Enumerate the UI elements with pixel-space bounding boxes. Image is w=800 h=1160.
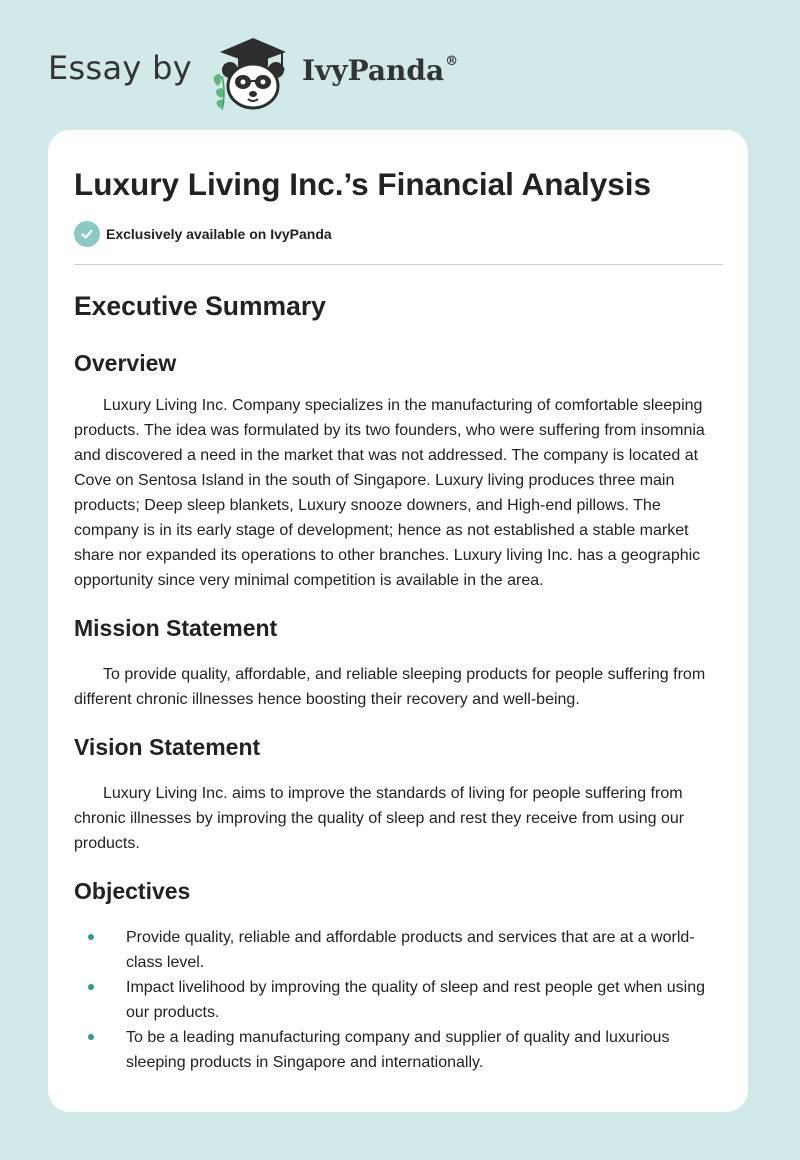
objectives-heading: Objectives (74, 878, 191, 904)
bullet-icon (88, 1034, 94, 1040)
list-item (74, 1025, 724, 1075)
mission-heading: Mission Statement (74, 615, 278, 641)
brand-prefix: Essay by (48, 49, 192, 87)
vision-paragraph: Luxury Living Inc. aims to improve the standards of living for people suffering from chronic illnesses by improving the quality of sleep and rest they receive from using our products. (74, 785, 685, 852)
divider (74, 264, 723, 265)
overview-heading: Overview (74, 350, 177, 376)
brand-header (48, 34, 458, 114)
article-card (48, 130, 748, 1112)
checkmark-icon (74, 221, 100, 247)
article-title: Luxury Living Inc.’s Financial Analysis (74, 166, 652, 202)
overview-paragraph: Luxury Living Inc. Company specializes in the manufacturing of comfortable sleeping products. The idea was formulated by its two founders, who were suffering from insomnia and discovered a need in the market that was not addressed. The company is located at Cove on Sentosa Island in the south of Singapore. Luxury living produces three main products; Deep sleep blankets, Luxury snooze downers, and High-end pillows. The company is in its early stage of development; hence as not established a stable market share nor expanded its operations to other branches. Luxury living Inc. has a geographic opportunity since very minimal competition is available in the area. (74, 397, 705, 589)
list-item (74, 975, 724, 1025)
list-item (74, 925, 724, 975)
list-item-text: Provide quality, reliable and affordable products and services that are at a world-class level. (126, 929, 695, 971)
list-item-text: Impact livelihood by improving the quality of sleep and rest people get when using our products. (126, 979, 706, 1021)
exclusive-badge-text: Exclusively available on IvyPanda (106, 226, 332, 242)
objectives-list (74, 925, 724, 1075)
list-item-text: To be a leading manufacturing company and supplier of quality and luxurious sleeping products in Singapore and internationally. (126, 1029, 670, 1071)
brand-name: IvyPanda® (301, 53, 459, 87)
ivypanda-logo-icon[interactable] (208, 34, 298, 114)
bullet-icon (88, 984, 94, 990)
bullet-icon (88, 934, 94, 940)
vision-heading: Vision Statement (74, 734, 261, 760)
exclusive-badge (74, 220, 722, 248)
section-title: Executive Summary (74, 291, 326, 321)
mission-paragraph: To provide quality, affordable, and reliable sleeping products for people suffering from different chronic illnesses hence boosting their recovery and well-being. (74, 666, 706, 708)
